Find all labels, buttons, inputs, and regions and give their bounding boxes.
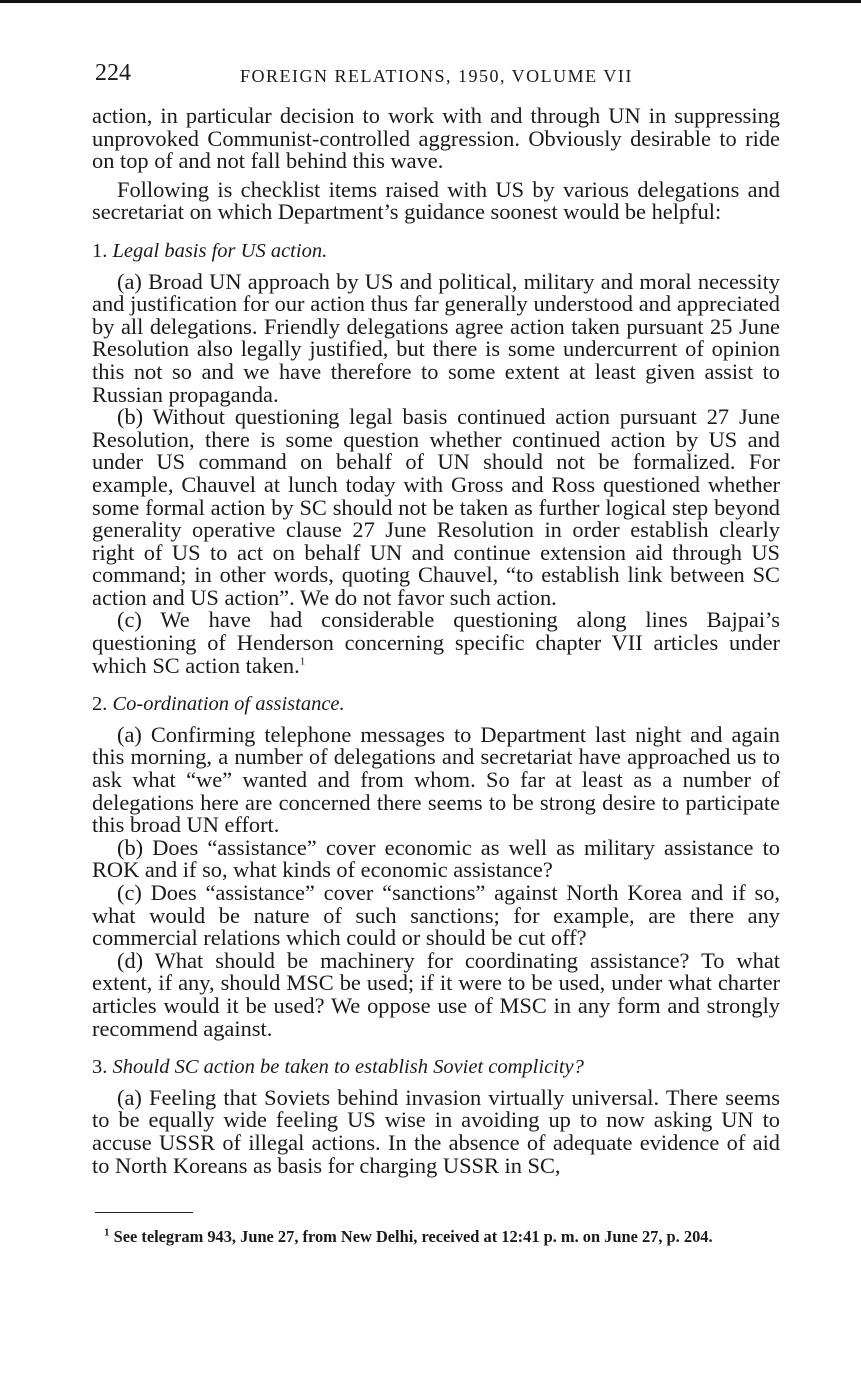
paragraph: (d) What should be machinery for coordinating assistance? To what extent, if any, should MSC be used; if it were to be used, under what charter articles would it be used? We oppose use of MSC in any form and strongly recommend against.	[92, 947, 780, 1041]
footnote	[92, 1227, 780, 1246]
top-border	[0, 0, 861, 3]
paragraph: (b) Does “assistance” cover economic as well as military assistance to ROK and if so, what kinds of economic assistance?	[92, 834, 780, 883]
section-number: 2.	[92, 693, 108, 716]
section-heading-3	[92, 1056, 780, 1079]
page-number: 224	[95, 60, 131, 86]
footnote-divider	[95, 1212, 193, 1213]
paragraph: Following is checklist items raised with US by various delegations and secretariat on which Department’s guidance soonest would be helpful:	[92, 176, 780, 225]
footnote-reference: 1	[299, 655, 306, 668]
section-title: Legal basis for US action.	[112, 239, 328, 262]
body-text	[92, 105, 780, 1177]
page-header	[95, 60, 775, 94]
footnote-text-line	[92, 1227, 780, 1246]
section-title: Should SC action be taken to establish Soviet complicity?	[112, 1056, 584, 1079]
section-title: Co-ordination of assistance.	[112, 693, 345, 716]
paragraph: (c) Does “assistance” cover “sanctions” against North Korea and if so, what would be nature of such sanctions; for example, are there any commercial relations which could or should be cut off?	[92, 880, 780, 951]
section-number: 3.	[92, 1056, 108, 1079]
footnote-marker: 1	[104, 1226, 110, 1239]
paragraph: (b) Without questioning legal basis continued action pursuant 27 June Resolution, there is some question whether continued action by US and under US command on behalf of UN should not be formalized. For example, Chauvel at lunch today with Gross and Ross questioned whether some formal action by SC should not be taken as further logical step beyond generality operative clause 27 June Resolution in order establish clearly right of US to act on behalf UN and continue extension aid through US command; in other words, quoting Chauvel, “to establish link between SC action and US action”. We do not favor such action.	[92, 404, 780, 610]
paragraph	[92, 609, 780, 677]
paragraph: (a) Broad UN approach by US and political, military and moral necessity and justification for our action thus far generally understood and appreciated by all delegations. Friendly delegations agree action taken pursuant 25 June Resolution also legally justified, but there is some undercurrent of opinion this not so and we have therefore to some extent at least given assist to Russian propaganda.	[92, 268, 780, 407]
paragraph: (a) Confirming telephone messages to Department last night and again this morning, a number of delegations and secretariat have approached us to ask what “we” wanted and from whom. So far at least as a number of delegations here are concerned there seems to be strong desire to participate this broad UN effort.	[92, 721, 780, 838]
running-head: FOREIGN RELATIONS, 1950, VOLUME VII	[240, 66, 633, 86]
footnote-text: See telegram 943, June 27, from New Delhi, received at 12:41 p. m. on June 27, p. 204.	[113, 1227, 713, 1246]
section-number: 1.	[92, 239, 108, 262]
section-heading-2	[92, 693, 780, 716]
section-heading-1	[92, 240, 780, 263]
paragraph: action, in particular decision to work with and through UN in suppressing unprovoked Communist-controlled aggression. Obviously desirable to ride on top of and not fall behind this wave.	[92, 103, 780, 174]
paragraph: (a) Feeling that Soviets behind invasion virtually universal. There seems to be equally wide feeling US wise in avoiding up to now asking UN to accuse USSR of illegal actions. In the absence of adequate evidence of aid to North Koreans as basis for charging USSR in SC,	[92, 1084, 780, 1178]
paragraph-text: (c) We have had considerable questioning along lines Bajpai’s questioning of Henderson concerning specific chapter VII articles under which SC action taken.	[92, 607, 780, 678]
